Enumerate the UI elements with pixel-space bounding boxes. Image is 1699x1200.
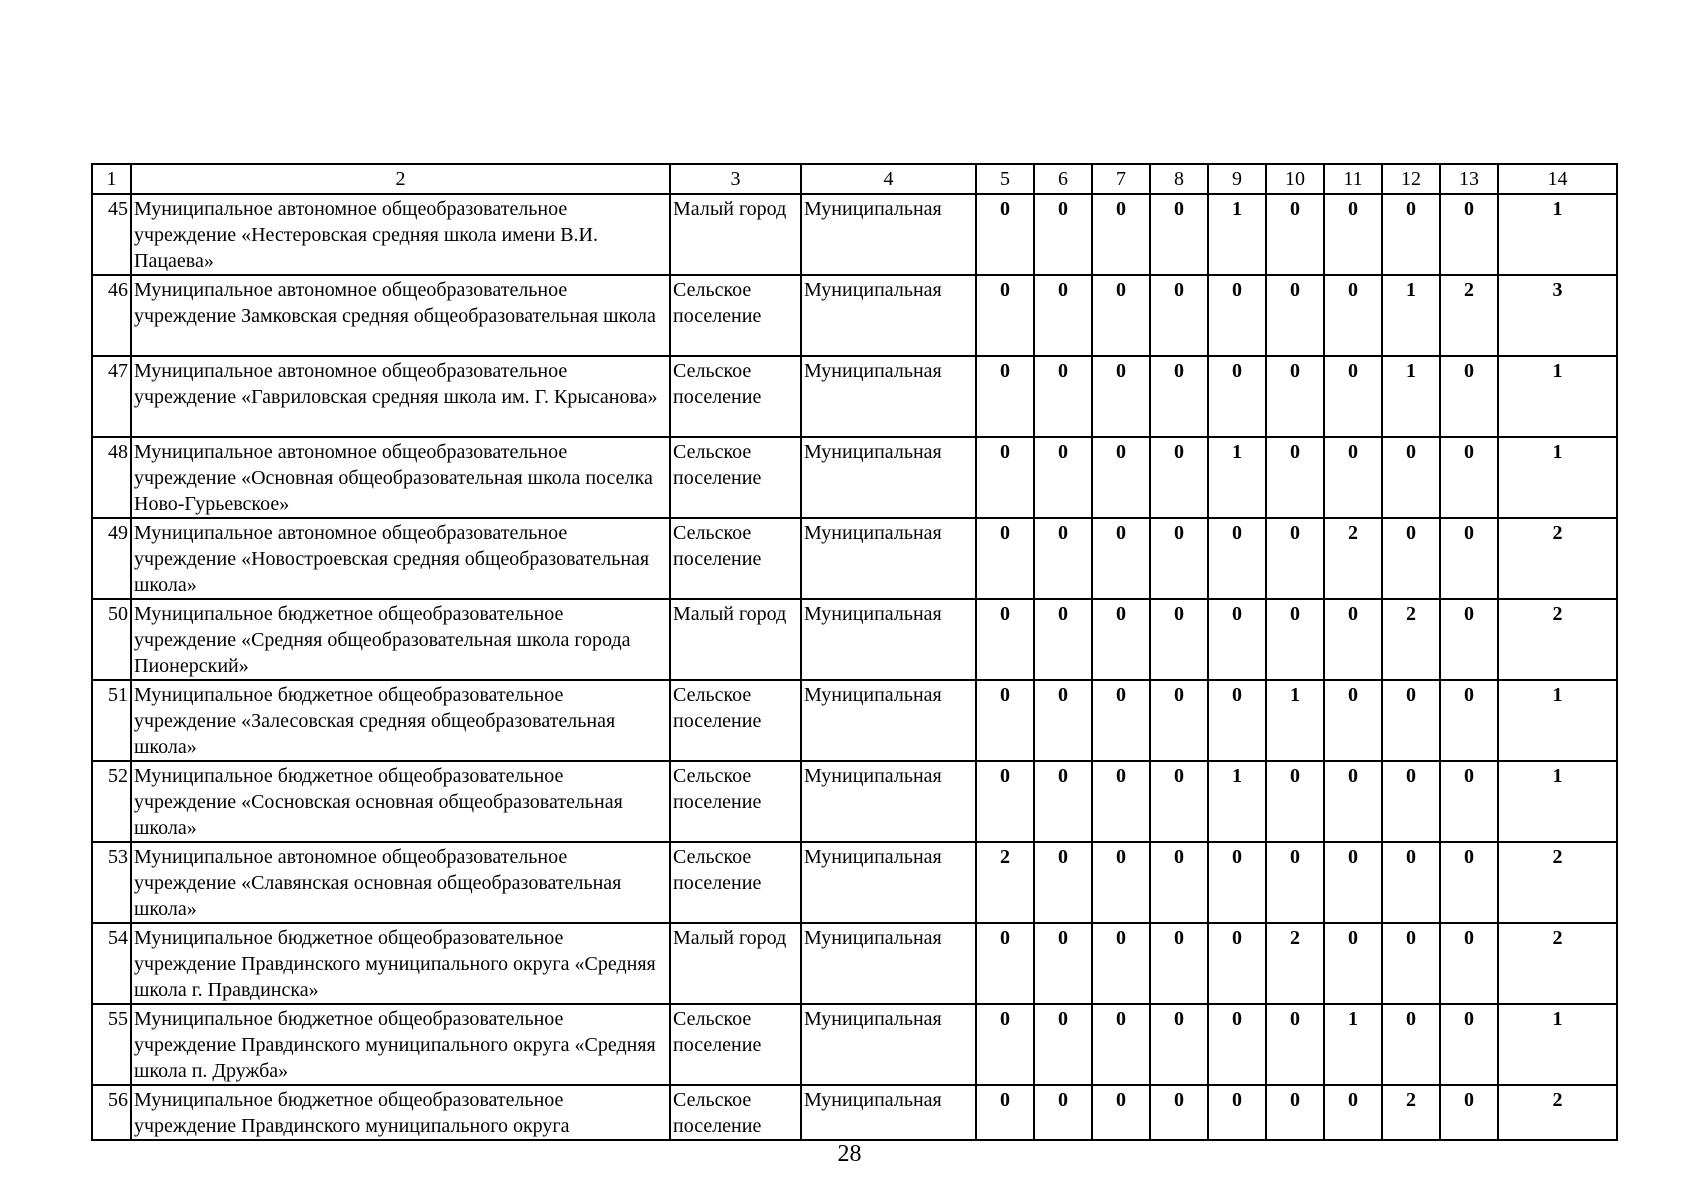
institution-name-cell: Муниципальное автономное общеобразовательное учреждение Замковская средняя общеобразовательная школа: [131, 275, 670, 356]
value-cell-col-5: 0: [976, 437, 1034, 518]
table-row: [92, 1004, 1617, 1085]
column-header-11: 11: [1324, 164, 1382, 194]
table-row: [92, 680, 1617, 761]
settlement-type-cell: Сельское поселение: [670, 518, 801, 599]
institution-name-cell: Муниципальное автономное общеобразовательное учреждение «Гавриловская средняя школа им. Г. Крысанова»: [131, 356, 670, 437]
value-cell-col-8: 0: [1150, 194, 1208, 275]
ownership-cell: Муниципальная: [801, 194, 976, 275]
value-cell-col-7: 0: [1092, 194, 1150, 275]
value-cell-col-10: 0: [1266, 275, 1324, 356]
value-cell-col-13: 0: [1440, 1085, 1498, 1140]
value-cell-col-10: 1: [1266, 680, 1324, 761]
value-cell-col-14: 2: [1498, 518, 1617, 599]
column-header-1: 1: [92, 164, 131, 194]
value-cell-col-5: 0: [976, 194, 1034, 275]
column-header-6: 6: [1034, 164, 1092, 194]
ownership-cell: Муниципальная: [801, 599, 976, 680]
value-cell-col-6: 0: [1034, 518, 1092, 599]
value-cell-col-11: 0: [1324, 437, 1382, 518]
institution-name-cell: Муниципальное бюджетное общеобразовательное учреждение «Средняя общеобразовательная школа города Пионерский»: [131, 599, 670, 680]
value-cell-col-7: 0: [1092, 518, 1150, 599]
page-number: 28: [837, 1141, 862, 1167]
value-cell-col-11: 0: [1324, 680, 1382, 761]
row-number-cell: 56: [92, 1085, 131, 1140]
value-cell-col-11: 0: [1324, 356, 1382, 437]
value-cell-col-7: 0: [1092, 437, 1150, 518]
value-cell-col-11: 2: [1324, 518, 1382, 599]
ownership-cell: Муниципальная: [801, 437, 976, 518]
row-number-cell: 47: [92, 356, 131, 437]
value-cell-col-5: 0: [976, 923, 1034, 1004]
ownership-cell: Муниципальная: [801, 680, 976, 761]
value-cell-col-9: 0: [1208, 518, 1266, 599]
value-cell-col-9: 0: [1208, 1004, 1266, 1085]
column-header-2: 2: [131, 164, 670, 194]
value-cell-col-8: 0: [1150, 356, 1208, 437]
column-header-3: 3: [670, 164, 801, 194]
value-cell-col-7: 0: [1092, 599, 1150, 680]
settlement-type-cell: Малый город: [670, 599, 801, 680]
value-cell-col-8: 0: [1150, 518, 1208, 599]
value-cell-col-14: 2: [1498, 1085, 1617, 1140]
value-cell-col-13: 0: [1440, 761, 1498, 842]
value-cell-col-8: 0: [1150, 680, 1208, 761]
value-cell-col-6: 0: [1034, 1085, 1092, 1140]
table-row: [92, 194, 1617, 275]
ownership-cell: Муниципальная: [801, 275, 976, 356]
column-header-7: 7: [1092, 164, 1150, 194]
value-cell-col-6: 0: [1034, 194, 1092, 275]
value-cell-col-9: 1: [1208, 761, 1266, 842]
value-cell-col-13: 0: [1440, 680, 1498, 761]
value-cell-col-14: 2: [1498, 842, 1617, 923]
value-cell-col-11: 0: [1324, 275, 1382, 356]
value-cell-col-10: 0: [1266, 194, 1324, 275]
settlement-type-cell: Сельское поселение: [670, 275, 801, 356]
column-header-12: 12: [1382, 164, 1440, 194]
table-row: [92, 1085, 1617, 1140]
settlement-type-cell: Сельское поселение: [670, 437, 801, 518]
settlement-type-cell: Сельское поселение: [670, 356, 801, 437]
value-cell-col-12: 0: [1382, 842, 1440, 923]
value-cell-col-5: 0: [976, 275, 1034, 356]
value-cell-col-14: 2: [1498, 923, 1617, 1004]
value-cell-col-9: 0: [1208, 275, 1266, 356]
value-cell-col-12: 0: [1382, 923, 1440, 1004]
value-cell-col-7: 0: [1092, 680, 1150, 761]
value-cell-col-7: 0: [1092, 356, 1150, 437]
value-cell-col-6: 0: [1034, 1004, 1092, 1085]
value-cell-col-8: 0: [1150, 275, 1208, 356]
settlement-type-cell: Сельское поселение: [670, 1004, 801, 1085]
value-cell-col-13: 0: [1440, 194, 1498, 275]
value-cell-col-7: 0: [1092, 761, 1150, 842]
column-header-9: 9: [1208, 164, 1266, 194]
value-cell-col-7: 0: [1092, 1085, 1150, 1140]
schools-table: [91, 163, 1618, 1141]
row-number-cell: 54: [92, 923, 131, 1004]
value-cell-col-8: 0: [1150, 1085, 1208, 1140]
settlement-type-cell: Малый город: [670, 923, 801, 1004]
value-cell-col-12: 0: [1382, 680, 1440, 761]
value-cell-col-12: 0: [1382, 437, 1440, 518]
value-cell-col-12: 0: [1382, 518, 1440, 599]
value-cell-col-14: 1: [1498, 356, 1617, 437]
value-cell-col-10: 0: [1266, 842, 1324, 923]
row-number-cell: 48: [92, 437, 131, 518]
settlement-type-cell: Сельское поселение: [670, 680, 801, 761]
institution-name-cell: Муниципальное бюджетное общеобразовательное учреждение «Залесовская средняя общеобразовательная школа»: [131, 680, 670, 761]
value-cell-col-9: 0: [1208, 356, 1266, 437]
value-cell-col-8: 0: [1150, 923, 1208, 1004]
ownership-cell: Муниципальная: [801, 1085, 976, 1140]
value-cell-col-12: 1: [1382, 275, 1440, 356]
table-row: [92, 275, 1617, 356]
settlement-type-cell: Сельское поселение: [670, 842, 801, 923]
row-number-cell: 53: [92, 842, 131, 923]
value-cell-col-13: 0: [1440, 437, 1498, 518]
value-cell-col-9: 1: [1208, 437, 1266, 518]
institution-name-cell: Муниципальное бюджетное общеобразовательное учреждение Правдинского муниципального округа «Средняя школа г. Правдинска»: [131, 923, 670, 1004]
column-header-10: 10: [1266, 164, 1324, 194]
value-cell-col-14: 1: [1498, 761, 1617, 842]
header-row: [92, 164, 1617, 194]
value-cell-col-13: 0: [1440, 518, 1498, 599]
table-row: [92, 518, 1617, 599]
table-row: [92, 437, 1617, 518]
value-cell-col-13: 0: [1440, 842, 1498, 923]
value-cell-col-12: 0: [1382, 194, 1440, 275]
value-cell-col-13: 2: [1440, 275, 1498, 356]
settlement-type-cell: Малый город: [670, 194, 801, 275]
column-header-14: 14: [1498, 164, 1617, 194]
ownership-cell: Муниципальная: [801, 842, 976, 923]
institution-name-cell: Муниципальное автономное общеобразовательное учреждение «Славянская основная общеобразовательная школа»: [131, 842, 670, 923]
value-cell-col-5: 0: [976, 356, 1034, 437]
value-cell-col-5: 0: [976, 761, 1034, 842]
column-header-8: 8: [1150, 164, 1208, 194]
value-cell-col-13: 0: [1440, 599, 1498, 680]
value-cell-col-8: 0: [1150, 842, 1208, 923]
row-number-cell: 55: [92, 1004, 131, 1085]
value-cell-col-5: 0: [976, 680, 1034, 761]
value-cell-col-11: 0: [1324, 923, 1382, 1004]
value-cell-col-14: 1: [1498, 194, 1617, 275]
value-cell-col-7: 0: [1092, 275, 1150, 356]
value-cell-col-7: 0: [1092, 842, 1150, 923]
value-cell-col-14: 2: [1498, 599, 1617, 680]
value-cell-col-10: 0: [1266, 437, 1324, 518]
value-cell-col-11: 1: [1324, 1004, 1382, 1085]
settlement-type-cell: Сельское поселение: [670, 761, 801, 842]
value-cell-col-7: 0: [1092, 1004, 1150, 1085]
value-cell-col-14: 1: [1498, 680, 1617, 761]
value-cell-col-10: 0: [1266, 761, 1324, 842]
value-cell-col-6: 0: [1034, 356, 1092, 437]
value-cell-col-9: 0: [1208, 599, 1266, 680]
ownership-cell: Муниципальная: [801, 356, 976, 437]
value-cell-col-6: 0: [1034, 599, 1092, 680]
ownership-cell: Муниципальная: [801, 923, 976, 1004]
institution-name-cell: Муниципальное бюджетное общеобразовательное учреждение Правдинского муниципального округа: [131, 1085, 670, 1140]
institution-name-cell: Муниципальное автономное общеобразовательное учреждение «Новостроевская средняя общеобразовательная школа»: [131, 518, 670, 599]
value-cell-col-6: 0: [1034, 437, 1092, 518]
column-header-13: 13: [1440, 164, 1498, 194]
value-cell-col-10: 0: [1266, 518, 1324, 599]
row-number-cell: 51: [92, 680, 131, 761]
value-cell-col-7: 0: [1092, 923, 1150, 1004]
settlement-type-cell: Сельское поселение: [670, 1085, 801, 1140]
row-number-cell: 45: [92, 194, 131, 275]
value-cell-col-5: 0: [976, 1085, 1034, 1140]
value-cell-col-8: 0: [1150, 599, 1208, 680]
value-cell-col-12: 1: [1382, 356, 1440, 437]
table-row: [92, 761, 1617, 842]
value-cell-col-11: 0: [1324, 842, 1382, 923]
value-cell-col-11: 0: [1324, 194, 1382, 275]
value-cell-col-13: 0: [1440, 923, 1498, 1004]
value-cell-col-10: 0: [1266, 1004, 1324, 1085]
value-cell-col-9: 0: [1208, 842, 1266, 923]
value-cell-col-8: 0: [1150, 1004, 1208, 1085]
value-cell-col-12: 0: [1382, 761, 1440, 842]
value-cell-col-6: 0: [1034, 275, 1092, 356]
value-cell-col-12: 2: [1382, 599, 1440, 680]
value-cell-col-5: 2: [976, 842, 1034, 923]
value-cell-col-14: 1: [1498, 1004, 1617, 1085]
value-cell-col-9: 0: [1208, 680, 1266, 761]
value-cell-col-9: 0: [1208, 1085, 1266, 1140]
table-row: [92, 842, 1617, 923]
value-cell-col-6: 0: [1034, 761, 1092, 842]
value-cell-col-9: 1: [1208, 194, 1266, 275]
row-number-cell: 50: [92, 599, 131, 680]
column-header-5: 5: [976, 164, 1034, 194]
value-cell-col-12: 2: [1382, 1085, 1440, 1140]
row-number-cell: 46: [92, 275, 131, 356]
institution-name-cell: Муниципальное бюджетное общеобразовательное учреждение «Сосновская основная общеобразовательная школа»: [131, 761, 670, 842]
row-number-cell: 49: [92, 518, 131, 599]
ownership-cell: Муниципальная: [801, 1004, 976, 1085]
value-cell-col-13: 0: [1440, 356, 1498, 437]
value-cell-col-5: 0: [976, 518, 1034, 599]
institution-name-cell: Муниципальное бюджетное общеобразовательное учреждение Правдинского муниципального округа «Средняя школа п. Дружба»: [131, 1004, 670, 1085]
value-cell-col-8: 0: [1150, 761, 1208, 842]
value-cell-col-14: 3: [1498, 275, 1617, 356]
value-cell-col-11: 0: [1324, 1085, 1382, 1140]
value-cell-col-11: 0: [1324, 761, 1382, 842]
value-cell-col-6: 0: [1034, 923, 1092, 1004]
institution-name-cell: Муниципальное автономное общеобразовательное учреждение «Основная общеобразовательная школа поселка Ново-Гурьевское»: [131, 437, 670, 518]
value-cell-col-10: 0: [1266, 599, 1324, 680]
value-cell-col-5: 0: [976, 1004, 1034, 1085]
row-number-cell: 52: [92, 761, 131, 842]
table-row: [92, 599, 1617, 680]
column-header-4: 4: [801, 164, 976, 194]
value-cell-col-12: 0: [1382, 1004, 1440, 1085]
value-cell-col-6: 0: [1034, 680, 1092, 761]
value-cell-col-9: 0: [1208, 923, 1266, 1004]
value-cell-col-10: 0: [1266, 1085, 1324, 1140]
institution-name-cell: Муниципальное автономное общеобразовательное учреждение «Нестеровская средняя школа имени В.И. Пацаева»: [131, 194, 670, 275]
value-cell-col-14: 1: [1498, 437, 1617, 518]
ownership-cell: Муниципальная: [801, 761, 976, 842]
value-cell-col-6: 0: [1034, 842, 1092, 923]
value-cell-col-10: 2: [1266, 923, 1324, 1004]
value-cell-col-11: 0: [1324, 599, 1382, 680]
value-cell-col-13: 0: [1440, 1004, 1498, 1085]
value-cell-col-5: 0: [976, 599, 1034, 680]
value-cell-col-8: 0: [1150, 437, 1208, 518]
table-row: [92, 356, 1617, 437]
table-body: [92, 164, 1617, 1140]
ownership-cell: Муниципальная: [801, 518, 976, 599]
value-cell-col-10: 0: [1266, 356, 1324, 437]
table-row: [92, 923, 1617, 1004]
